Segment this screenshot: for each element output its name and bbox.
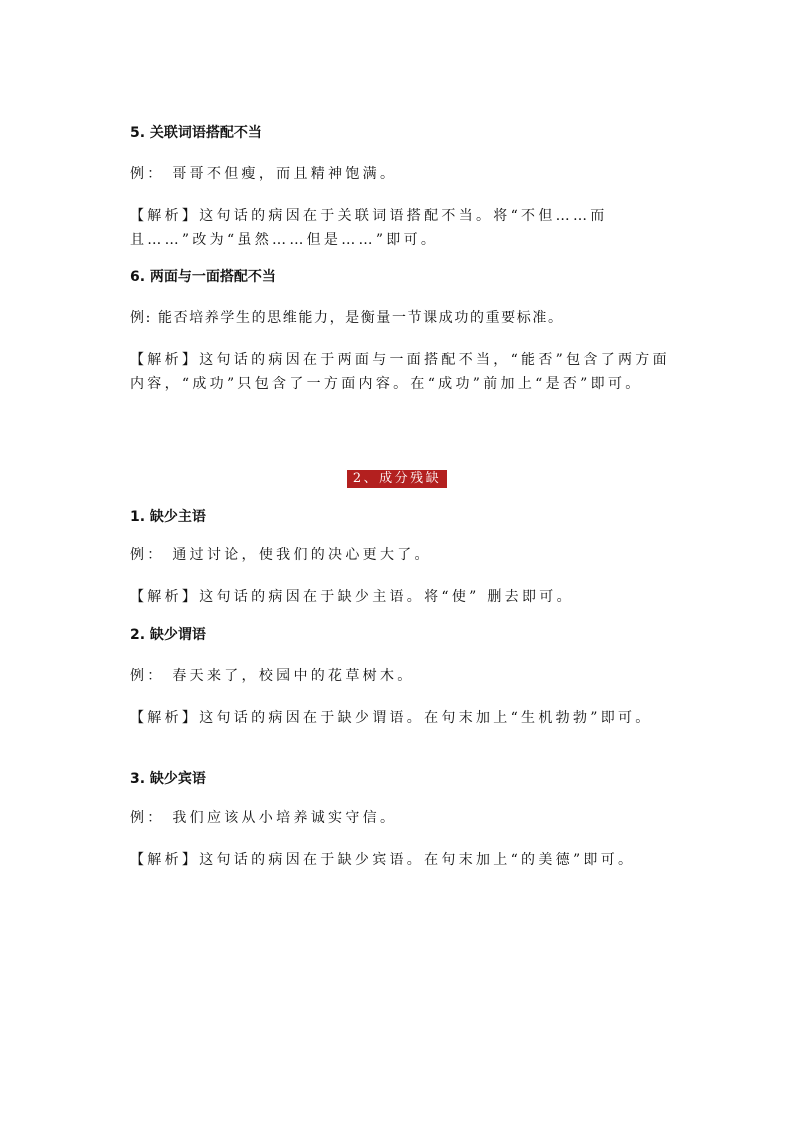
example-5: 例： 哥哥不但瘦，而且精神饱满。	[130, 166, 398, 182]
analysis-5: 【解析】这句话的病因在于关联词语搭配不当。将“不但……而且……”改为“虽然……但是……”即可。	[130, 208, 608, 248]
category-badge: 2、成分残缺	[347, 470, 447, 488]
analysis-item-1: 【解析】这句话的病因在于缺少主语。将“使” 删去即可。	[130, 589, 574, 605]
example-6: 例: 能否培养学生的思维能力，是衡量一节课成功的重要标准。	[130, 310, 564, 326]
example-item-3: 例： 我们应该从小培养诚实守信。	[130, 810, 398, 826]
analysis-6: 【解析】这句话的病因在于两面与一面搭配不当，“能否”包含了两方面内容，“成功”只包含了一方面内容。在“成功”前加上“是否”即可。	[130, 352, 670, 392]
item-heading-3: 3. 缺少宾语	[130, 771, 206, 787]
example-item-2: 例： 春天来了，校园中的花草树木。	[130, 668, 415, 684]
category-badge-row	[0, 467, 794, 488]
item-heading-1: 1. 缺少主语	[130, 509, 206, 525]
analysis-item-2: 【解析】这句话的病因在于缺少谓语。在句末加上“生机勃勃”即可。	[130, 710, 653, 726]
section-heading-6: 6. 两面与一面搭配不当	[130, 269, 276, 285]
example-item-1: 例： 通过讨论，使我们的决心更大了。	[130, 547, 432, 563]
analysis-item-3: 【解析】这句话的病因在于缺少宾语。在句末加上“的美德”即可。	[130, 852, 636, 868]
item-heading-2: 2. 缺少谓语	[130, 627, 206, 643]
section-heading-5: 5. 关联词语搭配不当	[130, 125, 262, 141]
